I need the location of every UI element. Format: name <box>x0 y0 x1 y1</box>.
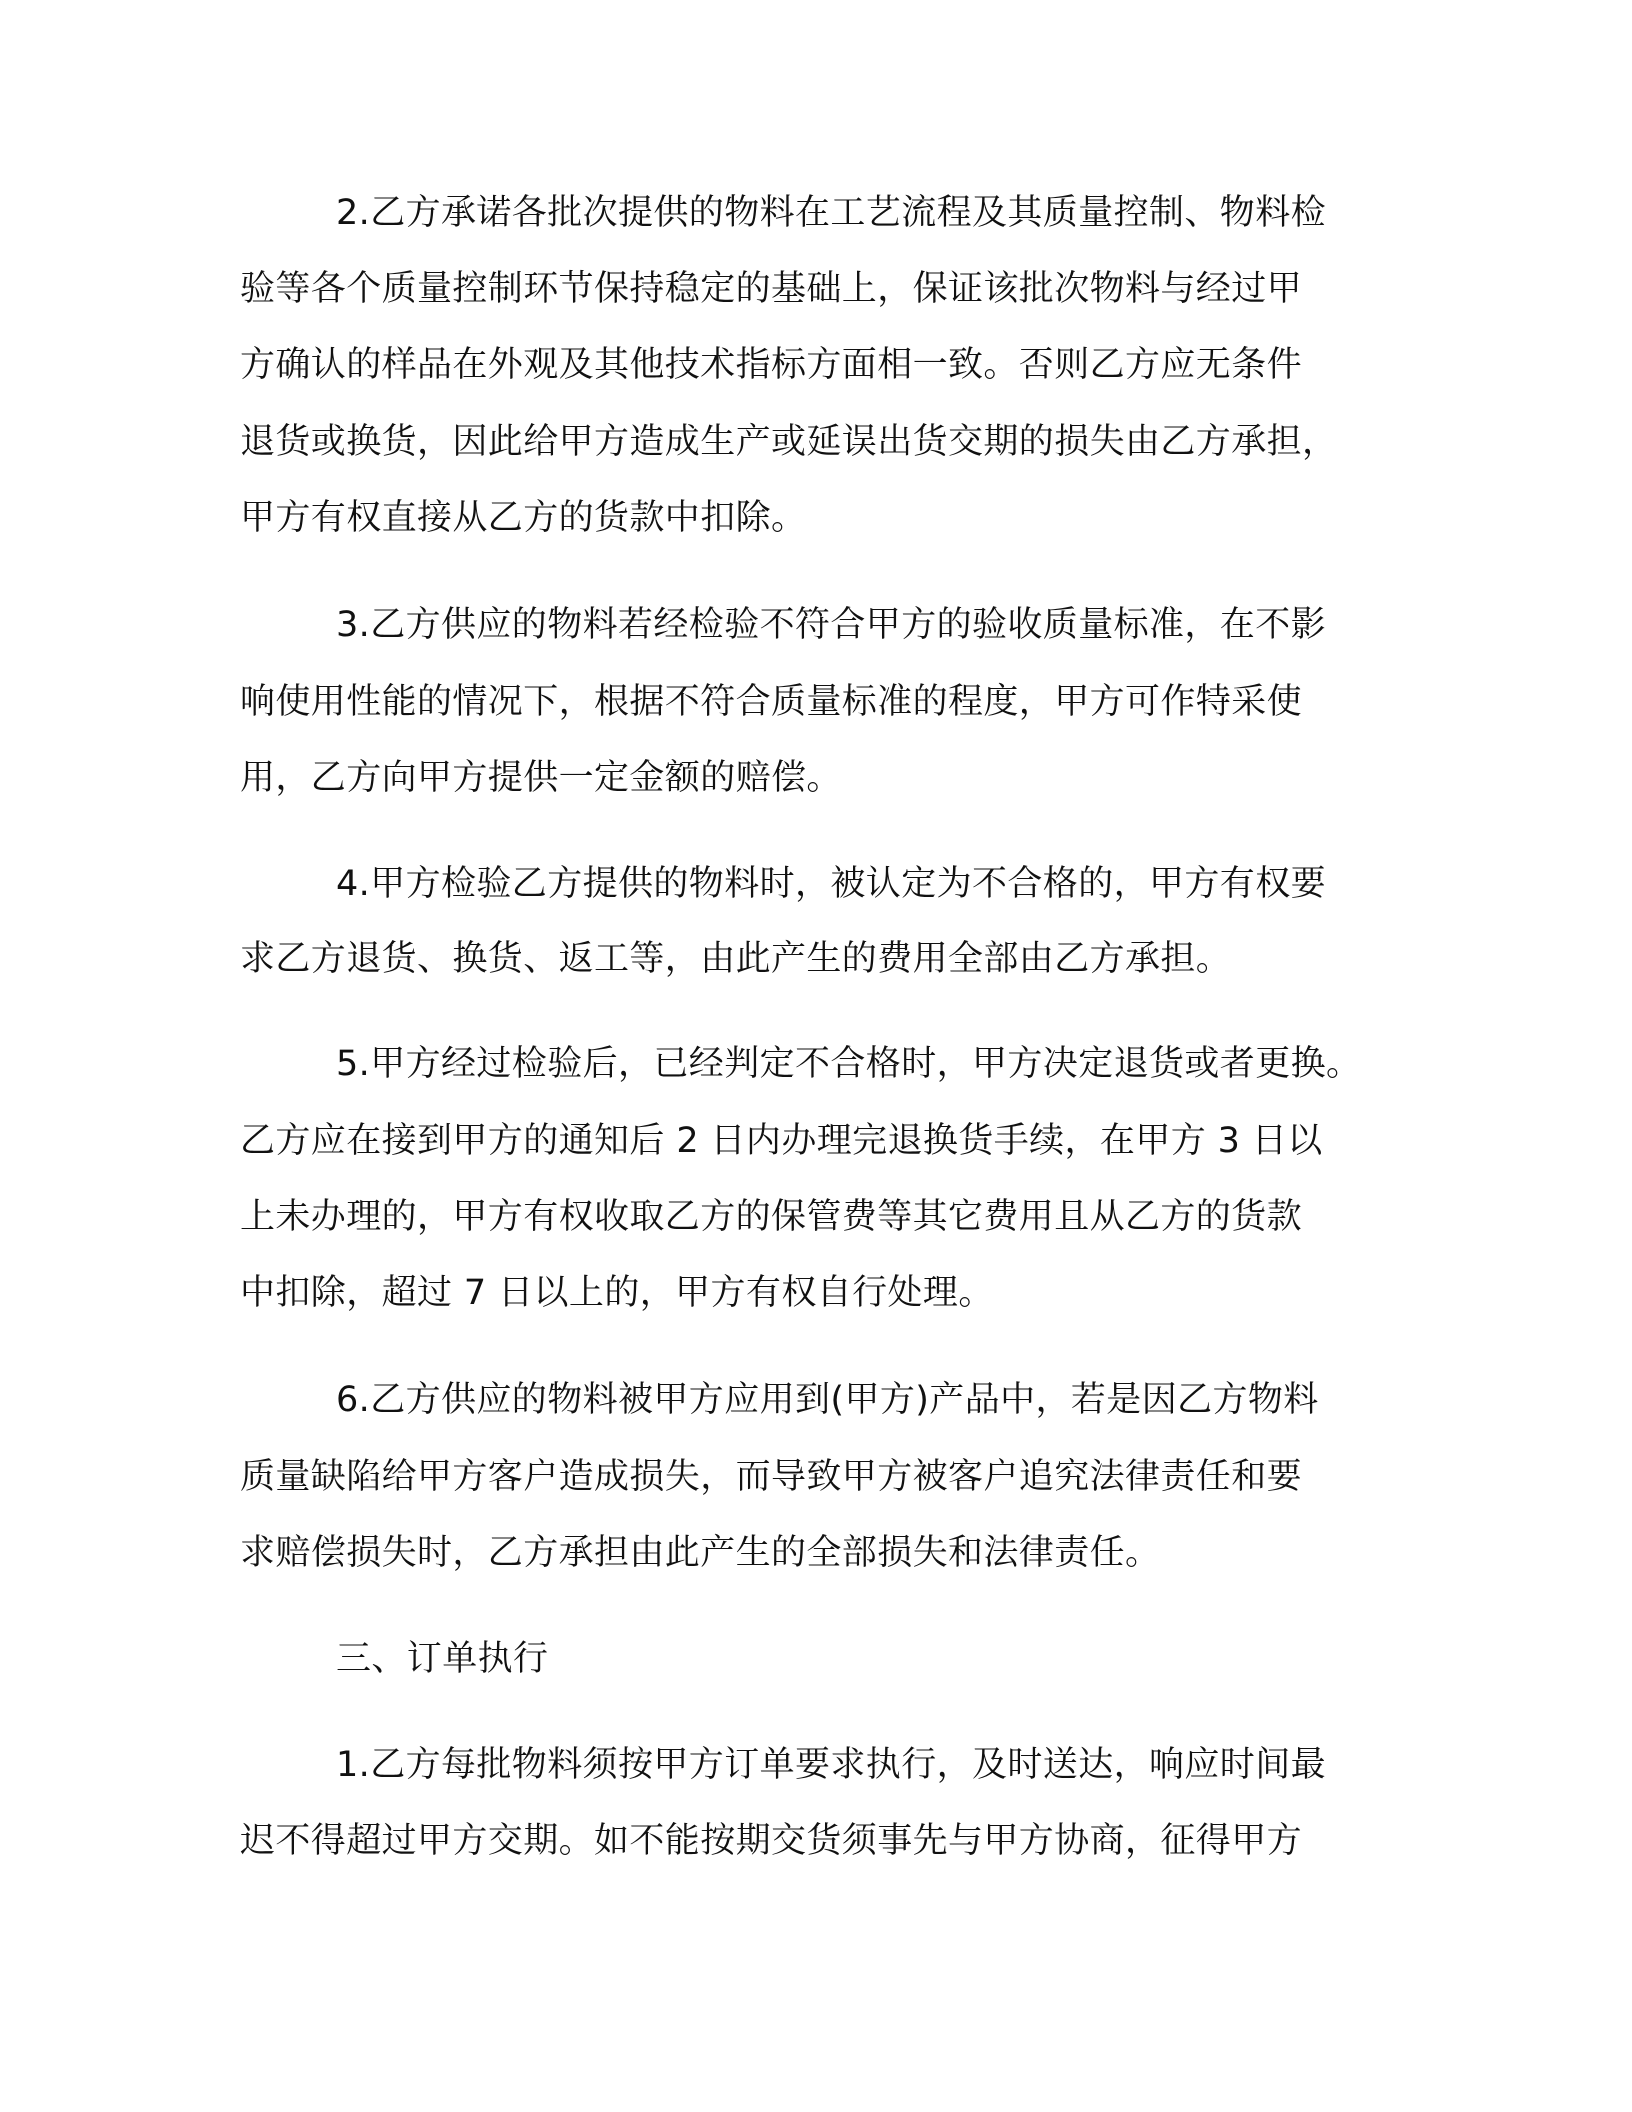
paragraph-section-3-item-1-line-1: 1.乙方每批物料须按甲方订单要求执行，及时送达，响应时间最 <box>336 1745 1326 1785</box>
paragraph-item-2-line-4: 退货或换货，因此给甲方造成生产或延误出货交期的损失由乙方承担， <box>240 422 1338 462</box>
paragraph-item-4-line-1: 4.甲方检验乙方提供的物料时，被认定为不合格的，甲方有权要 <box>336 864 1326 904</box>
paragraph-item-6-line-1: 6.乙方供应的物料被甲方应用到(甲方)产品中，若是因乙方物料 <box>336 1380 1319 1420</box>
paragraph-section-3-item-1-line-2: 迟不得超过甲方交期。如不能按期交货须事先与甲方协商，征得甲方 <box>240 1821 1303 1861</box>
paragraph-item-6-line-3: 求赔偿损失时，乙方承担由此产生的全部损失和法律责任。 <box>240 1533 1161 1573</box>
paragraph-item-2-line-1: 2.乙方承诺各批次提供的物料在工艺流程及其质量控制、物料检 <box>336 193 1326 233</box>
paragraph-item-2-line-5: 甲方有权直接从乙方的货款中扣除。 <box>240 498 807 538</box>
paragraph-item-3-line-1: 3.乙方供应的物料若经检验不符合甲方的验收质量标准，在不影 <box>336 605 1326 645</box>
paragraph-item-2-line-2: 验等各个质量控制环节保持稳定的基础上，保证该批次物料与经过甲 <box>240 269 1303 309</box>
paragraph-item-6-line-2: 质量缺陷给甲方客户造成损失，而导致甲方被客户追究法律责任和要 <box>240 1457 1303 1497</box>
paragraph-item-5-line-1: 5.甲方经过检验后，已经判定不合格时，甲方决定退货或者更换。 <box>336 1044 1362 1084</box>
paragraph-item-5-line-2: 乙方应在接到甲方的通知后 2 日内办理完退换货手续，在甲方 3 日以 <box>240 1121 1323 1161</box>
section-heading-order-execution: 三、订单执行 <box>336 1639 549 1679</box>
paragraph-item-3-line-2: 响使用性能的情况下，根据不符合质量标准的程度，甲方可作特采使 <box>240 682 1303 722</box>
paragraph-item-4-line-2: 求乙方退货、换货、返工等，由此产生的费用全部由乙方承担。 <box>240 939 1232 979</box>
paragraph-item-5-line-4: 中扣除，超过 7 日以上的，甲方有权自行处理。 <box>240 1273 994 1313</box>
paragraph-item-5-line-3: 上未办理的，甲方有权收取乙方的保管费等其它费用且从乙方的货款 <box>240 1197 1303 1237</box>
paragraph-item-2-line-3: 方确认的样品在外观及其他技术指标方面相一致。否则乙方应无条件 <box>240 345 1303 385</box>
paragraph-item-3-line-3: 用，乙方向甲方提供一定金额的赔偿。 <box>240 758 842 798</box>
